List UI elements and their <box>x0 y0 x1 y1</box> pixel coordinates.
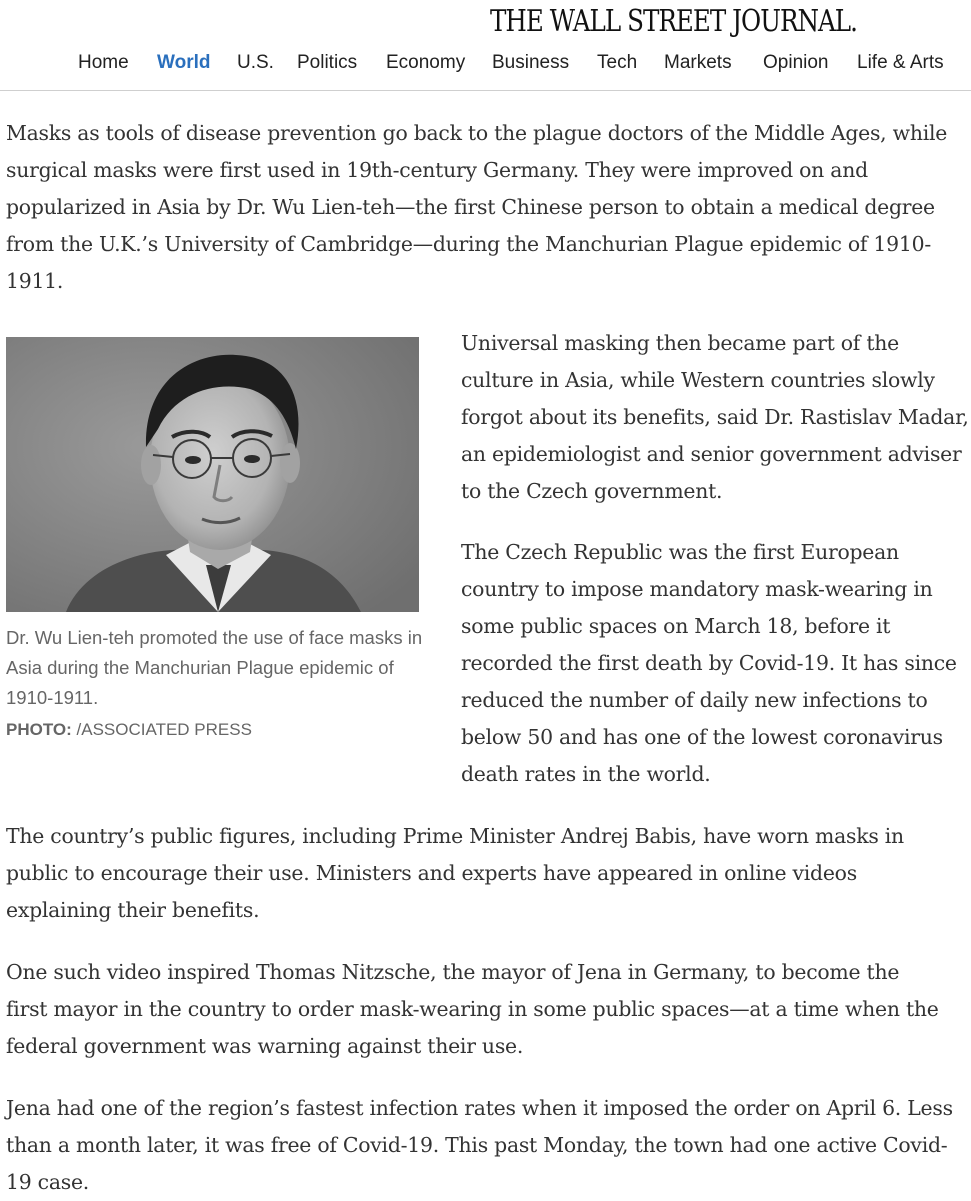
portrait-photo[interactable] <box>6 337 419 612</box>
article-paragraph-6: Jena had one of the region’s fastest infection rates when it imposed the order on April 6. Less than a month later, it was free of Covid-19. This past Monday, the town had one active Covid-19 case. <box>6 1096 953 1194</box>
nav-item-tech[interactable]: Tech <box>597 52 638 73</box>
nav-item-politics[interactable]: Politics <box>297 52 358 73</box>
nav-item-opinion[interactable]: Opinion <box>763 52 829 73</box>
main-nav <box>0 52 971 80</box>
nav-item-markets[interactable]: Markets <box>664 52 732 73</box>
article-paragraph-5: One such video inspired Thomas Nitzsche, the mayor of Jena in Germany, to become the first mayor in the country to order mask-wearing in some public spaces—at a time when the federal government was warning against their use. <box>6 960 939 1058</box>
nav-item-business[interactable]: Business <box>492 52 570 73</box>
site-header <box>0 0 971 91</box>
nav-item-economy[interactable]: Economy <box>386 52 466 73</box>
portrait-illustration <box>6 337 419 612</box>
nav-item-home[interactable]: Home <box>78 52 129 73</box>
masthead-logo[interactable]: THE WALL STREET JOURNAL. <box>490 4 858 39</box>
photo-credit <box>6 720 252 740</box>
nav-item-us[interactable]: U.S. <box>237 52 274 73</box>
article-paragraph-3: The Czech Republic was the first European country to impose mandatory mask-wearing in some public spaces on March 18, before it recorded the first death by Covid-19. It has since reduced the number of daily new infections to below 50 and has one of the lowest coronavirus death rates in the world. <box>461 540 957 786</box>
nav-item-world[interactable]: World <box>157 52 211 73</box>
photo-credit-label: PHOTO: <box>6 720 72 739</box>
nav-item-life-arts[interactable]: Life & Arts <box>857 52 944 73</box>
article-paragraph-4: The country’s public figures, including Prime Minister Andrej Babis, have worn masks in public to encourage their use. Ministers and experts have appeared in online videos explaining their benefits. <box>6 824 904 922</box>
photo-caption: Dr. Wu Lien-teh promoted the use of face masks in Asia during the Manchurian Plague epidemic of 1910-1911. <box>6 627 423 708</box>
article-paragraph-1: Masks as tools of disease prevention go back to the plague doctors of the Middle Ages, while surgical masks were first used in 19th-century Germany. They were improved on and popularized in Asia by Dr. Wu Lien-teh—the first Chinese person to obtain a medical degree from the U.K.’s University of Cambridge—during the Manchurian Plague epidemic of 1910-1911. <box>6 121 948 293</box>
article-paragraph-2: Universal masking then became part of the culture in Asia, while Western countries slowly forgot about its benefits, said Dr. Rastislav Madar, an epidemiologist and senior government adviser to the Czech government. <box>461 331 969 503</box>
photo-credit-source: /ASSOCIATED PRESS <box>71 720 252 739</box>
